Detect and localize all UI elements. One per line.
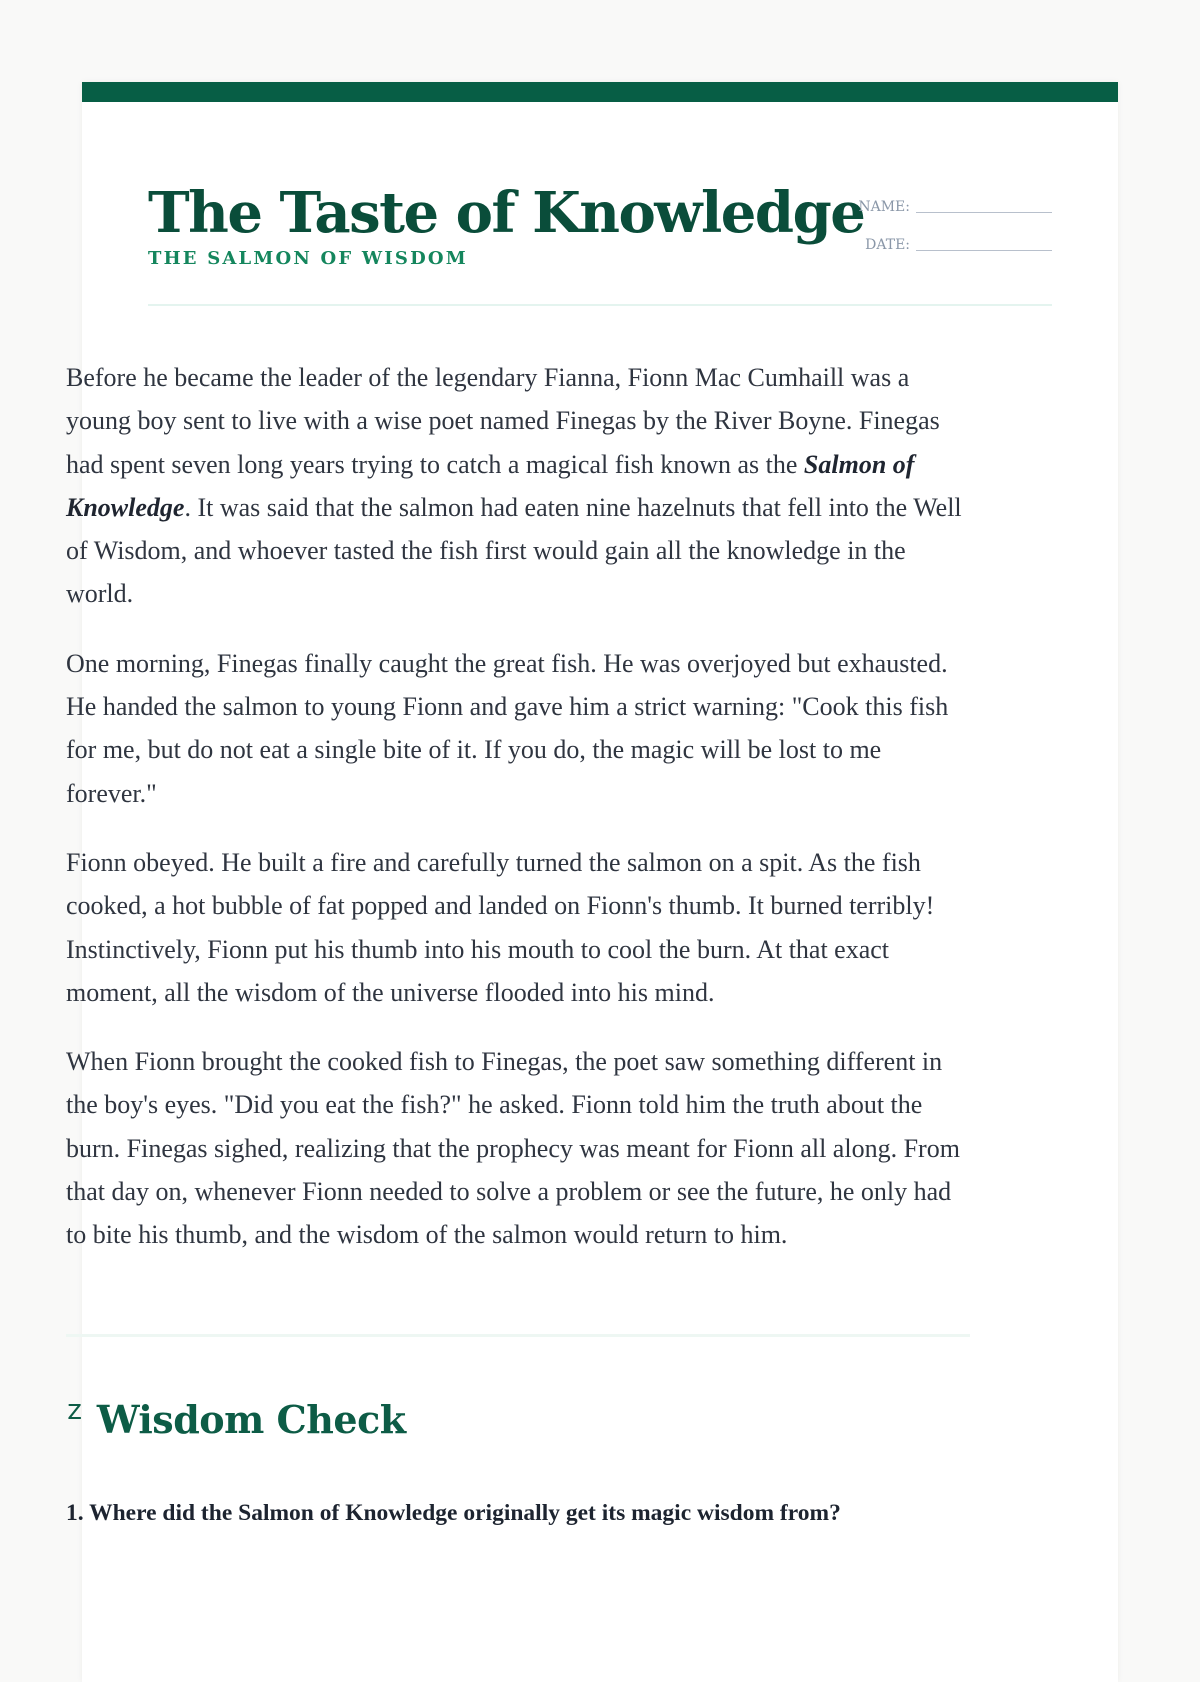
celtic-knot-icon: ᙆ: [66, 1399, 83, 1440]
section-divider: [66, 1334, 970, 1337]
wisdom-check-title: Wisdom Check: [96, 1397, 406, 1442]
date-input-line[interactable]: [916, 250, 1052, 251]
story-text: [66, 356, 976, 1283]
story-paragraph-1-end: . It was said that the salmon had eaten nine hazelnuts that fell into the Well of Wisdom, and whoever tasted the fish first would gain all the knowledge in the world.: [66, 492, 962, 609]
name-input-line[interactable]: [916, 212, 1052, 213]
story-paragraph-3: Fionn obeyed. He built a fire and carefully turned the salmon on a spit. As the fish cooked, a hot bubble of fat popped and landed on Fionn's thumb. It burned terribly! Instinctively, Fionn put his thumb into his mouth to cool the burn. At that exact moment, all the wisdom of the universe flooded into his mind.: [66, 847, 935, 1007]
page-title: The Taste of Knowledge: [148, 180, 865, 246]
story-emphasis: Salmon of Knowledge: [66, 449, 915, 522]
question-1: 1. Where did the Salmon of Knowledge originally get its magic wisdom from?: [66, 1500, 841, 1526]
name-field: [832, 178, 1052, 216]
wisdom-check-heading: [66, 1390, 406, 1450]
story-paragraph-1: [66, 356, 976, 616]
date-label: DATE:: [865, 237, 910, 253]
name-label: NAME:: [858, 199, 910, 215]
story-paragraph-4: When Fionn brought the cooked fish to Finegas, the poet saw something different in the boy's eyes. "Did you eat the fish?" he asked. Fionn told him the truth about the burn. Finegas sighed, realizing that the prophecy was meant for Fionn all along. From that day on, whenever Fionn needed to solve a problem or see the future, he only had to bite his thumb, and the wisdom of the salmon would return to him.: [66, 1047, 960, 1250]
student-info-fields: [832, 178, 1052, 254]
story-paragraph-1-start: Before he became the leader of the legendary Fianna, Fionn Mac Cumhaill was a young boy sent to live with a wise poet named Finegas by the River Boyne. Finegas had spent seven long years trying to catch a magical fish known as the: [66, 363, 940, 479]
worksheet-header: [148, 178, 1052, 306]
date-field: [832, 216, 1052, 254]
page-subtitle: THE SALMON OF WISDOM: [148, 248, 468, 269]
top-accent-bar: [82, 82, 1118, 102]
story-paragraph-2: One morning, Finegas finally caught the great fish. He was overjoyed but exhausted. He handed the salmon to young Fionn and gave him a strict warning: "Cook this fish for me, but do not eat a single bite of it. If you do, the magic will be lost to me forever.": [66, 648, 949, 808]
